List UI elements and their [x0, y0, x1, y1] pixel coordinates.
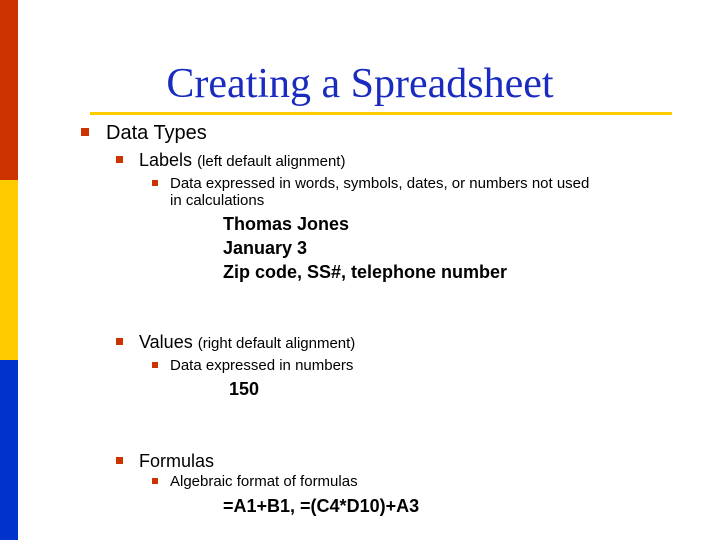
bullet-icon — [152, 478, 158, 484]
values-desc: Data expressed in numbers — [170, 357, 354, 374]
bullet-icon — [116, 457, 123, 464]
bullet-icon — [116, 338, 123, 345]
values-item — [139, 333, 355, 351]
labels-label: Labels — [139, 150, 193, 170]
bullet-icon — [152, 362, 158, 368]
bullet-icon — [152, 180, 158, 186]
labels-example-1: Thomas Jones — [223, 214, 350, 234]
labels-item — [139, 151, 345, 169]
labels-note: (left default alignment) — [197, 153, 346, 170]
bullet-icon — [116, 156, 123, 163]
slide-title: Creating a Spreadsheet — [166, 61, 554, 107]
values-note: (right default alignment) — [197, 335, 356, 352]
heading-data-types: Data Types — [106, 122, 207, 144]
formulas-desc: Algebraic format of formulas — [170, 473, 358, 490]
formulas-label: Formulas — [139, 451, 215, 471]
values-example: 150 — [229, 379, 260, 399]
title-underline — [90, 112, 672, 115]
left-stripe-blue — [0, 360, 18, 540]
labels-example-3: Zip code, SS#, telephone number — [223, 262, 508, 282]
formulas-example: =A1+B1, =(C4*D10)+A3 — [223, 496, 420, 516]
bullet-icon — [81, 128, 89, 136]
labels-example-2: January 3 — [223, 238, 308, 258]
labels-desc-line2: in calculations — [170, 192, 265, 209]
labels-desc-line1: Data expressed in words, symbols, dates, or numbers not used — [170, 175, 590, 192]
values-label: Values — [139, 332, 193, 352]
left-stripe-yellow — [0, 180, 18, 360]
